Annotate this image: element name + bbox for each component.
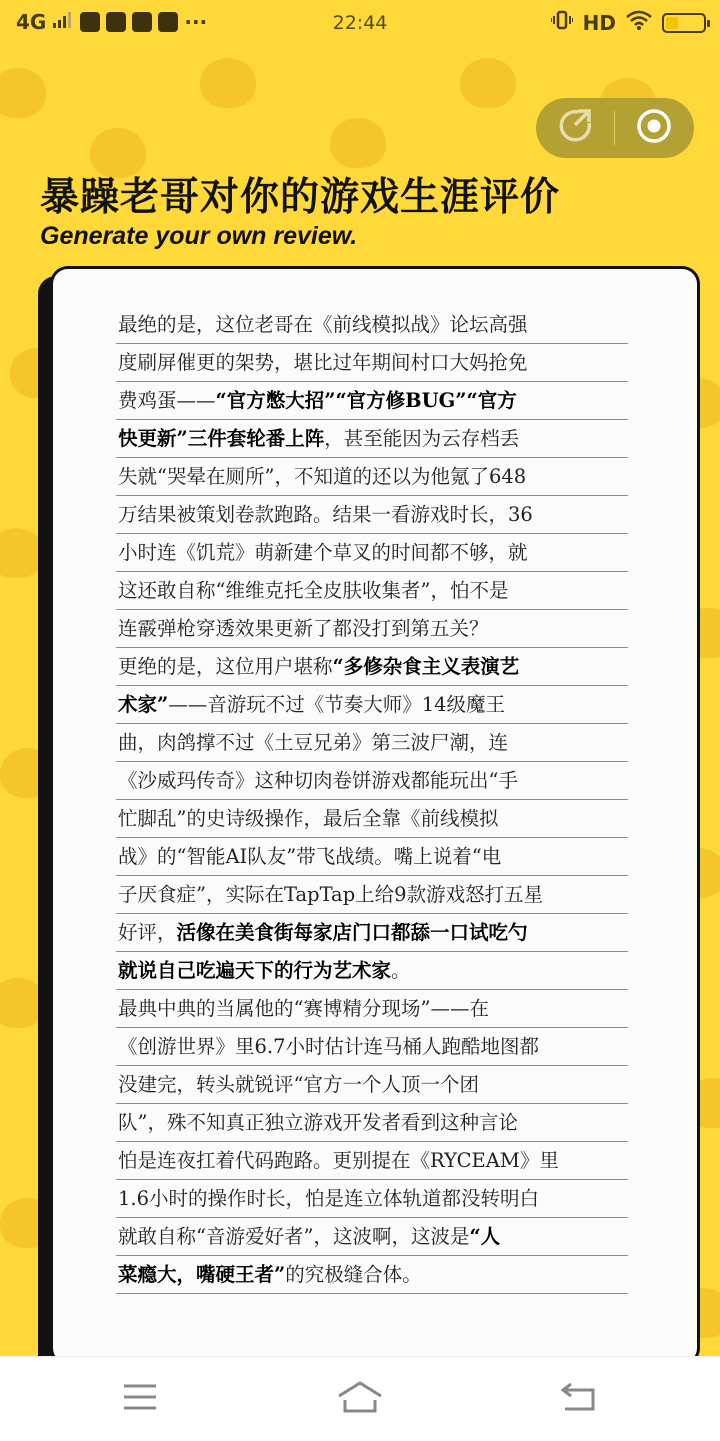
share-icon xyxy=(556,107,594,149)
back-icon xyxy=(559,1382,597,1416)
review-segment: 忙脚乱”的史诗级操作，最后全靠《前线模拟 xyxy=(118,807,499,830)
review-highlight: “官方憋大招”“官方修BUG”“官方 xyxy=(215,389,517,412)
review-segment: 子厌食症”，实际在TapTap上给9款游戏怒打五星 xyxy=(118,883,544,906)
review-segment: 就敢自称“音游爱好者”，这波啊，这波是 xyxy=(118,1225,470,1248)
review-line xyxy=(116,496,628,534)
review-line xyxy=(116,1104,628,1142)
wifi-icon xyxy=(626,10,652,35)
review-line xyxy=(116,800,628,838)
review-line xyxy=(116,1218,628,1256)
review-segment: 最绝的是，这位老哥在《前线模拟战》论坛高强 xyxy=(118,313,528,336)
review-segment: 没建完，转头就锐评“官方一个人顶一个团 xyxy=(118,1073,479,1096)
review-segment: 费鸡蛋—— xyxy=(118,389,216,412)
review-line xyxy=(116,1066,628,1104)
clock: 22:44 xyxy=(332,12,388,34)
review-line xyxy=(116,990,628,1028)
review-line xyxy=(116,1028,628,1066)
review-line xyxy=(116,534,628,572)
status-bar xyxy=(0,0,720,48)
page-title: 暴躁老哥对你的游戏生涯评价 xyxy=(40,175,561,220)
review-line xyxy=(116,952,628,990)
review-highlight: 就说自己吃遍天下的行为艺术家 xyxy=(118,959,392,982)
review-highlight: 菜瘾大，嘴硬王者” xyxy=(118,1263,286,1286)
menu-button[interactable] xyxy=(110,1373,170,1425)
review-line xyxy=(116,420,628,458)
review-segment: 1.6小时的操作时长，怕是连立体轨道都没转明白 xyxy=(118,1187,540,1210)
close-mini-program-button[interactable] xyxy=(615,98,693,158)
review-segment: 《创游世界》里6.7小时估计连马桶人跑酷地图都 xyxy=(118,1035,540,1058)
review-segment: 曲，肉鸽撑不过《土豆兄弟》第三波尸潮，连 xyxy=(118,731,509,754)
review-line xyxy=(116,1180,628,1218)
review-segment: 队”，殊不知真正独立游戏开发者看到这种言论 xyxy=(118,1111,518,1134)
review-segment: 好评， xyxy=(118,921,177,944)
review-segment: 。 xyxy=(391,959,411,982)
review-text xyxy=(116,306,628,1294)
review-segment: 的究极缝合体。 xyxy=(285,1263,422,1286)
review-line xyxy=(116,458,628,496)
review-segment: 《沙威玛传奇》这种切肉卷饼游戏都能玩出“手 xyxy=(118,769,518,792)
review-line xyxy=(116,914,628,952)
review-segment: 更绝的是，这位用户堪称 xyxy=(118,655,333,678)
status-right xyxy=(551,10,706,35)
review-line xyxy=(116,724,628,762)
review-segment: 怕是连夜扛着代码跑路。更别提在《RYCEAM》里 xyxy=(118,1149,559,1172)
review-line xyxy=(116,306,628,344)
review-line xyxy=(116,344,628,382)
back-button[interactable] xyxy=(548,1373,608,1425)
home-button[interactable] xyxy=(330,1373,390,1425)
review-segment: 度刷屏催更的架势，堪比过年期间村口大妈抢免 xyxy=(118,351,528,374)
network-label: 4G xyxy=(16,10,47,34)
review-segment: 小时连《饥荒》萌新建个草叉的时间都不够，就 xyxy=(118,541,528,564)
review-segment: 这还敢自称“维维克托全皮肤收集者”，怕不是 xyxy=(118,579,509,602)
review-line xyxy=(116,648,628,686)
vibrate-icon xyxy=(551,10,573,35)
review-line xyxy=(116,382,628,420)
review-highlight: “多修杂食主义表演艺 xyxy=(332,655,520,678)
review-line xyxy=(116,1142,628,1180)
review-line xyxy=(116,762,628,800)
more-status-label: ··· xyxy=(184,10,208,34)
menu-icon xyxy=(122,1383,158,1415)
review-segment: 万结果被策划卷款跑路。结果一看游戏时长，36 xyxy=(118,503,533,526)
review-segment: 战》的“智能AI队友”带飞战绩。嘴上说着“电 xyxy=(118,845,502,868)
review-highlight: 快更新”三件套轮番上阵 xyxy=(118,427,325,450)
review-highlight: 术家” xyxy=(118,693,169,716)
review-line xyxy=(116,876,628,914)
review-segment: ——音游玩不过《节奏大师》14级魔王 xyxy=(168,693,506,716)
review-segment: ，甚至能因为云存档丢 xyxy=(324,427,520,450)
share-button[interactable] xyxy=(536,98,614,158)
review-line xyxy=(116,572,628,610)
review-highlight: “人 xyxy=(469,1225,501,1248)
hd-label: HD xyxy=(582,10,616,35)
review-line xyxy=(116,1256,628,1294)
review-line xyxy=(116,610,628,648)
battery-icon xyxy=(662,13,706,33)
review-segment: 连霰弹枪穿透效果更新了都没打到第五关？ xyxy=(118,617,489,640)
home-icon xyxy=(336,1380,384,1418)
capsule-menu xyxy=(536,98,694,158)
review-segment: 最典中典的当属他的“赛博精分现场”——在 xyxy=(118,997,489,1020)
review-highlight: 活像在美食街每家店门口都舔一口试吃勺 xyxy=(176,921,528,944)
navigation-bar xyxy=(0,1356,720,1441)
record-icon xyxy=(635,107,673,149)
review-segment: 失就“哭晕在厕所”，不知道的还以为他氪了648 xyxy=(118,465,527,488)
review-line xyxy=(116,838,628,876)
page-subtitle: Generate your own review. xyxy=(40,222,358,250)
review-line xyxy=(116,686,628,724)
